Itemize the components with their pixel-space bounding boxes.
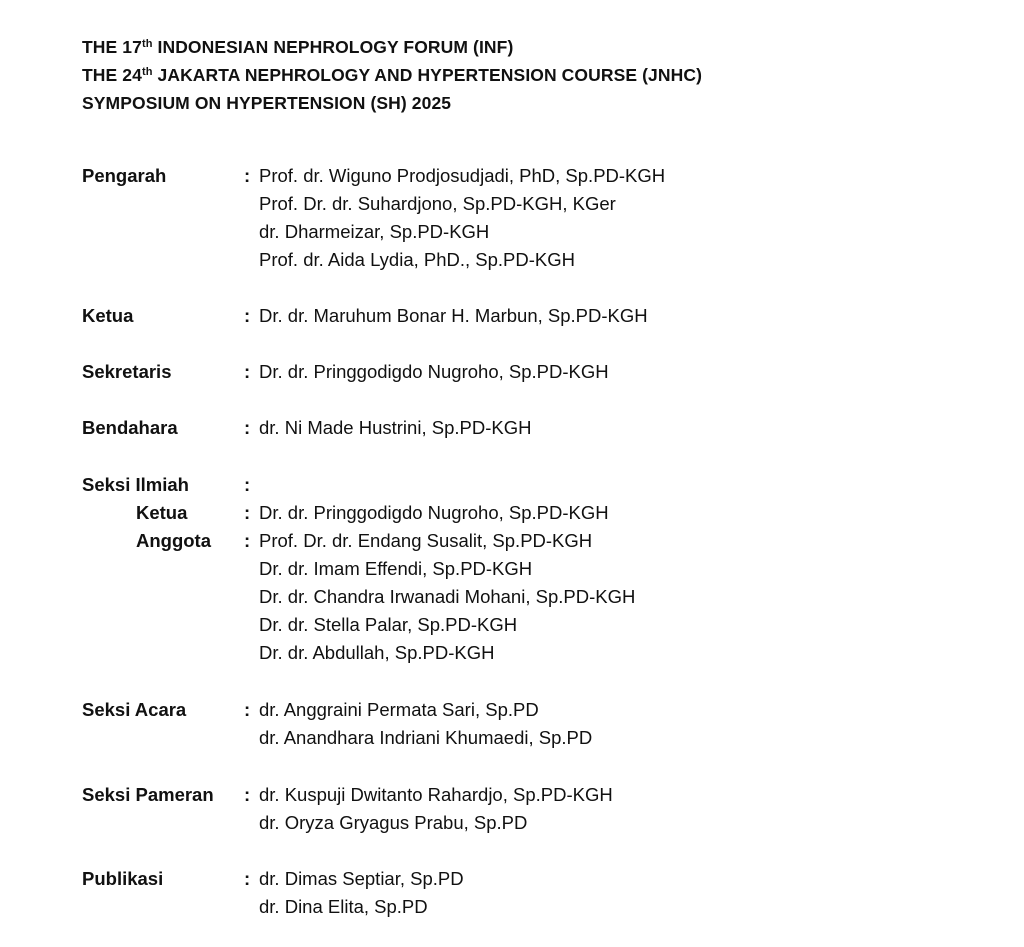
- member-name: Dr. dr. Imam Effendi, Sp.PD-KGH: [259, 558, 533, 579]
- committee-row-publikasi: [0, 865, 1024, 893]
- separator-colon: :: [244, 165, 251, 186]
- header-title-jnhc-prefix: THE 24: [82, 65, 142, 85]
- separator-colon: :: [244, 699, 251, 720]
- member-name: Prof. Dr. dr. Endang Susalit, Sp.PD-KGH: [259, 530, 593, 551]
- role-label-bendahara: Bendahara: [82, 417, 178, 438]
- separator-colon: :: [244, 361, 251, 382]
- member-name: dr. Anandhara Indriani Khumaedi, Sp.PD: [259, 727, 593, 748]
- member-name: Prof. Dr. dr. Suhardjono, Sp.PD-KGH, KGer: [259, 193, 616, 214]
- role-label-seksi-ilmiah-ketua: Ketua: [136, 502, 188, 523]
- separator-colon: :: [244, 530, 251, 551]
- header-title-inf-ordinal: th: [141, 38, 153, 50]
- member-name: Dr. dr. Chandra Irwanadi Mohani, Sp.PD-KGH: [259, 586, 636, 607]
- role-label-pengarah: Pengarah: [82, 165, 167, 186]
- header-title-inf: [82, 33, 702, 61]
- member-name: Dr. dr. Pringgodigdo Nugroho, Sp.PD-KGH: [259, 361, 609, 382]
- committee-row-ketua: [0, 302, 1024, 330]
- role-label-publikasi: Publikasi: [82, 868, 164, 889]
- member-name: dr. Anggraini Permata Sari, Sp.PD: [259, 699, 539, 720]
- committee-row: [0, 893, 1024, 921]
- member-name: dr. Oryza Gryagus Prabu, Sp.PD: [259, 812, 528, 833]
- committee-row-seksi-ilmiah: [0, 471, 1024, 499]
- committee-row: [0, 190, 1024, 218]
- member-name: Dr. dr. Maruhum Bonar H. Marbun, Sp.PD-KGH: [259, 305, 648, 326]
- member-name: Dr. dr. Stella Palar, Sp.PD-KGH: [259, 614, 518, 635]
- committee-row: [0, 611, 1024, 639]
- committee-row: [0, 583, 1024, 611]
- member-name: dr. Dimas Septiar, Sp.PD: [259, 868, 464, 889]
- committee-row: [0, 724, 1024, 752]
- committee-row: [0, 246, 1024, 274]
- separator-colon: :: [244, 417, 251, 438]
- member-name: dr. Ni Made Hustrini, Sp.PD-KGH: [259, 417, 532, 438]
- committee-row-bendahara: [0, 414, 1024, 442]
- committee-row: [0, 809, 1024, 837]
- committee-row-seksi-pameran: [0, 781, 1024, 809]
- header-title-inf-prefix: THE 17: [82, 37, 142, 57]
- member-name: Dr. dr. Pringgodigdo Nugroho, Sp.PD-KGH: [259, 502, 609, 523]
- role-label-seksi-acara: Seksi Acara: [82, 699, 187, 720]
- role-label-sekretaris: Sekretaris: [82, 361, 172, 382]
- role-label-seksi-ilmiah-anggota: Anggota: [136, 530, 212, 551]
- role-label-seksi-ilmiah: Seksi Ilmiah: [82, 474, 189, 495]
- member-name: dr. Dharmeizar, Sp.PD-KGH: [259, 221, 490, 242]
- header-title-jnhc-suffix: JAKARTA NEPHROLOGY AND HYPERTENSION COURSE (JNHC): [152, 65, 703, 85]
- member-name: Dr. dr. Abdullah, Sp.PD-KGH: [259, 642, 495, 663]
- separator-colon: :: [244, 868, 251, 889]
- header-title-jnhc-ordinal: th: [141, 66, 153, 78]
- role-label-seksi-pameran: Seksi Pameran: [82, 784, 214, 805]
- document-header: [82, 33, 702, 117]
- separator-colon: :: [244, 305, 251, 326]
- separator-colon: :: [244, 474, 251, 495]
- member-name: Prof. dr. Wiguno Prodjosudjadi, PhD, Sp.PD-KGH: [259, 165, 666, 186]
- committee-row: [0, 555, 1024, 583]
- member-name: dr. Kuspuji Dwitanto Rahardjo, Sp.PD-KGH: [259, 784, 613, 805]
- separator-colon: :: [244, 502, 251, 523]
- member-name: dr. Dina Elita, Sp.PD: [259, 896, 428, 917]
- separator-colon: :: [244, 784, 251, 805]
- committee-row-seksi-ilmiah-anggota: [0, 527, 1024, 555]
- header-title-sh: SYMPOSIUM ON HYPERTENSION (SH) 2025: [82, 93, 452, 113]
- committee-row-seksi-ilmiah-ketua: [0, 499, 1024, 527]
- committee-row: [0, 639, 1024, 667]
- committee-row-sekretaris: [0, 358, 1024, 386]
- member-name: Prof. dr. Aida Lydia, PhD., Sp.PD-KGH: [259, 249, 576, 270]
- header-title-inf-suffix: INDONESIAN NEPHROLOGY FORUM (INF): [152, 37, 514, 57]
- committee-row-seksi-acara: [0, 696, 1024, 724]
- committee-row: [0, 218, 1024, 246]
- header-title-jnhc: [82, 61, 702, 89]
- committee-row-pengarah: [0, 162, 1024, 190]
- role-label-ketua: Ketua: [82, 305, 134, 326]
